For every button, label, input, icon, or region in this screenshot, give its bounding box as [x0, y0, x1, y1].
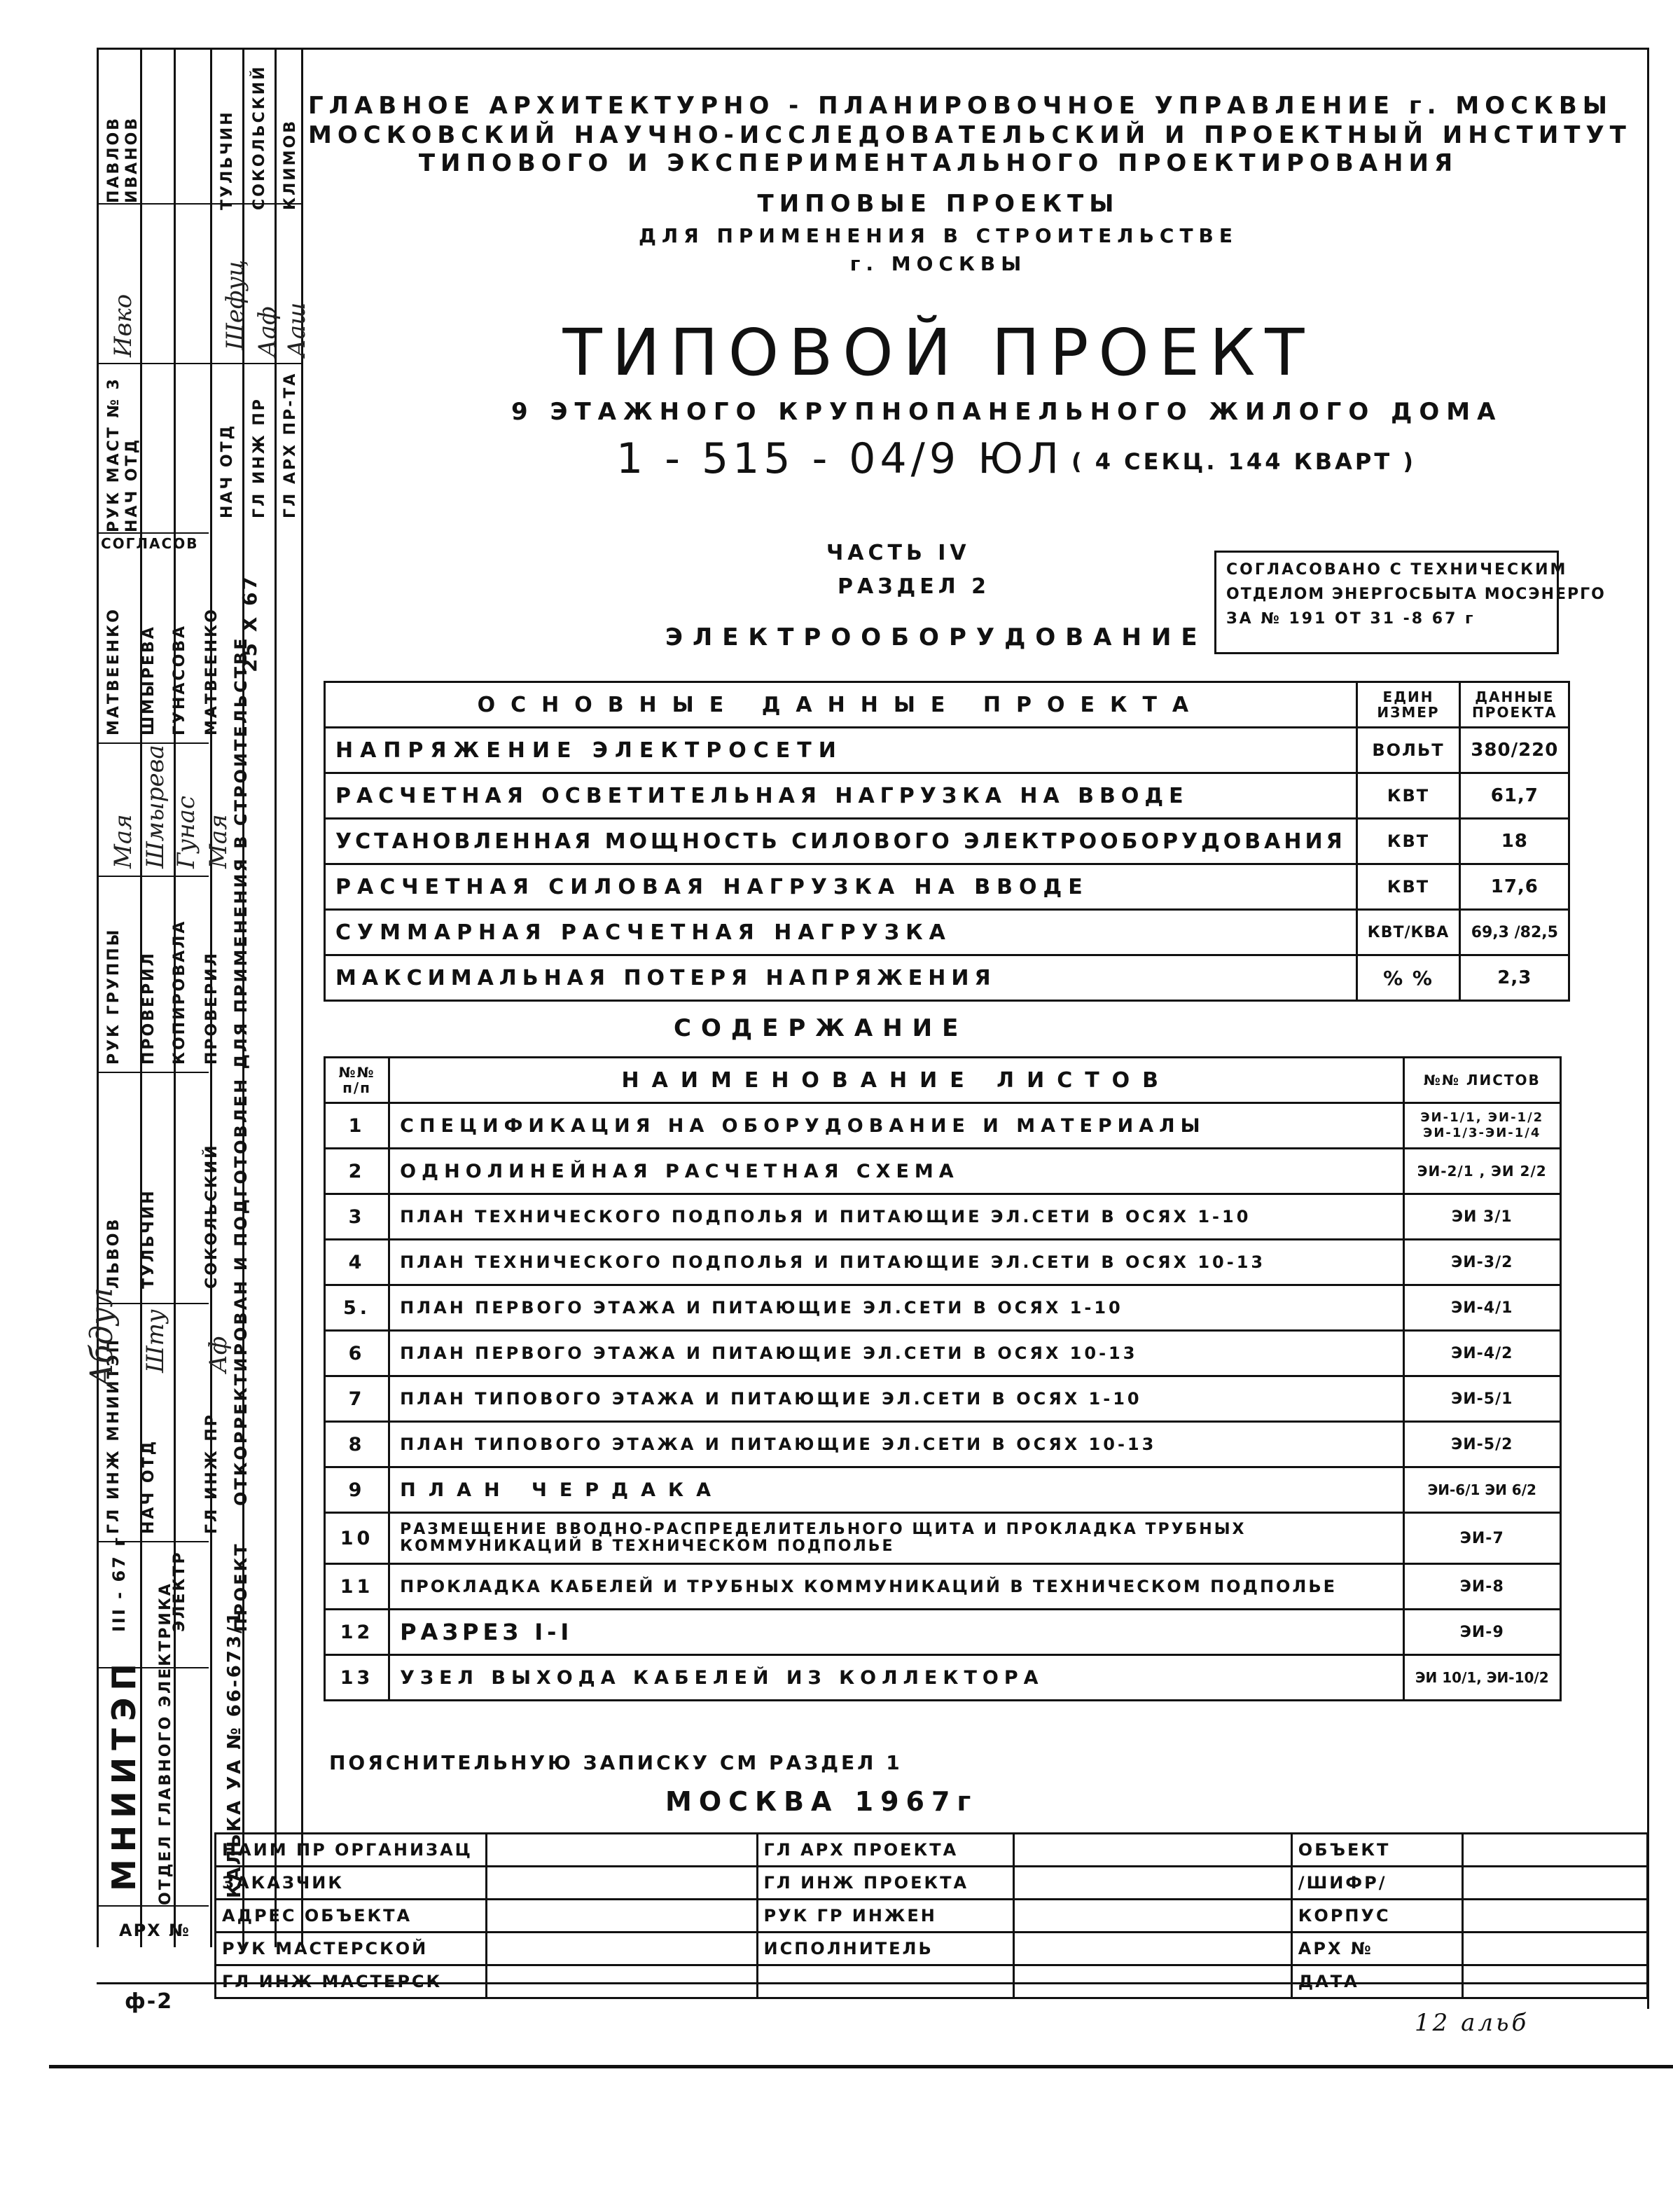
- approval-box: [1214, 551, 1606, 654]
- contents-name: ПЛАН ТЕХНИЧЕСКОГО ПОДПОЛЬЯ И ПИТАЮЩИЕ ЭЛ.СЕТИ В ОСЯХ 1-10: [389, 1194, 1403, 1240]
- main-data-value: 380/220: [1460, 728, 1569, 773]
- sidebar-date: 25 X 67: [238, 574, 261, 672]
- corner-note: 12 альб: [1415, 2009, 1529, 2037]
- stamp-label: ОБЪЕКТ: [1291, 1834, 1462, 1867]
- main-data-name: РАСЧЕТНАЯ ОСВЕТИТЕЛЬНАЯ НАГРУЗКА НА ВВОДЕ: [325, 773, 1357, 819]
- stamp-row: [216, 1933, 1648, 1965]
- sidebar-role: ГЛ ИНЖ ПР: [251, 397, 268, 518]
- signature: Шту: [141, 1309, 169, 1373]
- stamp-value: [1462, 1965, 1647, 1998]
- stamp-value: [1013, 1867, 1291, 1900]
- main-data-value: 69,3 /82,5: [1460, 910, 1569, 955]
- stamp-label: ЗАКАЗЧИК: [216, 1867, 487, 1900]
- contents-sheets: ЭИ-3/2: [1403, 1240, 1560, 1285]
- sidebar-sep: [97, 742, 209, 744]
- stamp-label: АРХ №: [1291, 1933, 1462, 1965]
- contents-sheets: ЭИ-8: [1403, 1564, 1560, 1610]
- contents-table: [324, 1056, 1562, 1701]
- contents-header-num: №№ п/п: [325, 1058, 389, 1103]
- sidebar-role: НАЧ ОТД: [123, 437, 141, 532]
- signature: Ааф: [254, 306, 282, 357]
- main-data-unit: КВТ: [1356, 819, 1460, 864]
- main-data-value: 61,7: [1460, 773, 1569, 819]
- contents-sheets: ЭИ-6/1 ЭИ 6/2: [1403, 1467, 1560, 1513]
- main-data-table: [324, 681, 1570, 1002]
- signature: Мая: [109, 814, 137, 869]
- sidebar-name-pavlov: ПАВЛОВ: [105, 116, 123, 203]
- contents-row: [325, 1422, 1561, 1467]
- stamp-row: [216, 1867, 1648, 1900]
- frame-left-outer: [97, 48, 99, 1947]
- main-data-header-value: ДАННЫЕ ПРОЕКТА: [1460, 682, 1569, 728]
- main-data-unit: КВТ: [1356, 864, 1460, 910]
- sidebar-name-tulchin: ТУЛЬЧИН: [218, 110, 236, 210]
- sidebar-role: КОПИРОВАЛА: [171, 919, 188, 1065]
- contents-row: [325, 1285, 1561, 1331]
- contents-row: [325, 1564, 1561, 1610]
- stamp-row: [216, 1834, 1648, 1867]
- contents-row: [325, 1103, 1561, 1149]
- main-data-unit: КВТ/КВА: [1356, 910, 1460, 955]
- sidebar-dept: ОТДЕЛ ГЛАВНОГО ЭЛЕКТРИКА: [157, 1582, 174, 1905]
- stamp-value: [1462, 1867, 1647, 1900]
- sidebar-name-sokolsky: СОКОЛЬСКИЙ: [251, 64, 268, 210]
- main-data-unit: % %: [1356, 955, 1460, 1001]
- main-data-row: [325, 955, 1569, 1001]
- contents-name: ПЛАН ТИПОВОГО ЭТАЖА И ПИТАЮЩИЕ ЭЛ.СЕТИ В ОСЯХ 10-13: [389, 1422, 1403, 1467]
- contents-row: [325, 1331, 1561, 1376]
- explanatory-note: ПОЯСНИТЕЛЬНУЮ ЗАПИСКУ СМ РАЗДЕЛ 1: [329, 1751, 903, 1774]
- sidebar-name-klimov: КЛИМОВ: [282, 118, 299, 210]
- header-line-4: ТИПОВЫЕ ПРОЕКТЫ: [757, 190, 1120, 218]
- stamp-value: [1462, 1933, 1647, 1965]
- contents-sheets: ЭИ-1/1, ЭИ-1/2 ЭИ-1/3-ЭИ-1/4: [1403, 1103, 1560, 1149]
- signature: Шмырева: [141, 745, 169, 869]
- main-data-value: 2,3: [1460, 955, 1569, 1001]
- stamp-row: [216, 1900, 1648, 1933]
- main-data-row: [325, 910, 1569, 955]
- title-code-note: ( 4 СЕКЦ. 144 КВАРТ ): [1071, 448, 1416, 475]
- frame-right: [1647, 48, 1649, 2009]
- main-data-name: НАПРЯЖЕНИЕ ЭЛЕКТРОСЕТИ: [325, 728, 1357, 773]
- contents-sheets: ЭИ 10/1, ЭИ-10/2: [1403, 1655, 1560, 1701]
- stamp-label: АДРЕС ОБЪЕКТА: [216, 1900, 487, 1933]
- contents-sheets: ЭИ-4/2: [1403, 1331, 1560, 1376]
- main-data-header-name: ОСНОВНЫЕ ДАННЫЕ ПРОЕКТА: [325, 682, 1357, 728]
- contents-row: [325, 1467, 1561, 1513]
- contents-row: [325, 1149, 1561, 1194]
- header-line-1: ГЛАВНОЕ АРХИТЕКТУРНО - ПЛАНИРОВОЧНОЕ УПРАВЛЕНИЕ г. МОСКВЫ: [308, 92, 1613, 120]
- contents-num: 5.: [325, 1285, 389, 1331]
- stamp-label: НАИМ ПР ОРГАНИЗАЦ: [216, 1834, 487, 1867]
- contents-sheets: ЭИ-4/1: [1403, 1285, 1560, 1331]
- sidebar-agreed: СОГЛАСОВ: [101, 535, 199, 552]
- contents-name: ПЛАН ПЕРВОГО ЭТАЖА И ПИТАЮЩИЕ ЭЛ.СЕТИ В ОСЯХ 10-13: [389, 1331, 1403, 1376]
- header-line-5: ДЛЯ ПРИМЕНЕНИЯ В СТРОИТЕЛЬСТВЕ: [638, 224, 1239, 247]
- main-data-row: [325, 864, 1569, 910]
- stamp-value: [1013, 1834, 1291, 1867]
- main-data-value: 17,6: [1460, 864, 1569, 910]
- signature: Ааш: [283, 302, 311, 357]
- contents-sheets: ЭИ 3/1: [1403, 1194, 1560, 1240]
- main-data-unit: ВОЛЬТ: [1356, 728, 1460, 773]
- sidebar-sep: [97, 203, 303, 205]
- contents-name: ПРОКЛАДКА КАБЕЛЕЙ И ТРУБНЫХ КОММУНИКАЦИЙ В ТЕХНИЧЕСКОМ ПОДПОЛЬЕ: [389, 1564, 1403, 1610]
- main-data-header-unit: ЕДИН ИЗМЕР: [1356, 682, 1460, 728]
- sidebar-role: ПРОВЕРИЛ: [140, 951, 158, 1065]
- sidebar-role: ПРОВЕРИЛ: [203, 951, 221, 1065]
- sidebar-name: ТУЛЬЧИН: [140, 1189, 158, 1289]
- sidebar-role: НАЧ ОТД: [218, 423, 236, 518]
- stamp-value: [486, 1933, 757, 1965]
- main-data-header: [325, 682, 1569, 728]
- signature: Мая: [204, 814, 232, 869]
- sidebar-vertical-note: ОТКОРРЕКТИРОВАН И ПОДГОТОВЛЕН ДЛЯ ПРИМЕНЕНИЯ В СТРОИТЕЛЬСТВЕ: [231, 636, 251, 1506]
- stamp-label: КОРПУС: [1291, 1900, 1462, 1933]
- contents-row: [325, 1655, 1561, 1701]
- stamp-label: РУК МАСТЕРСКОЙ: [216, 1933, 487, 1965]
- contents-num: 9: [325, 1467, 389, 1513]
- place-year: МОСКВА 1967г: [665, 1786, 978, 1817]
- sidebar-sep: [97, 1072, 209, 1073]
- contents-num: 13: [325, 1655, 389, 1701]
- main-data-row: [325, 819, 1569, 864]
- sidebar-role: НАЧ ОТД: [140, 1439, 158, 1534]
- contents-header-sheets: №№ ЛИСТОВ: [1403, 1058, 1560, 1103]
- contents-num: 6: [325, 1331, 389, 1376]
- sidebar-album: КАЛЬКА УА № 66-673/1: [224, 1610, 245, 1898]
- contents-num: 4: [325, 1240, 389, 1285]
- stamp-value: [1462, 1834, 1647, 1867]
- approval-line-1: СОГЛАСОВАНО С ТЕХНИЧЕСКИМ: [1226, 561, 1568, 579]
- signature: Шефуц: [221, 260, 249, 350]
- stamp-label: ГЛ ИНЖ МАСТЕРСК: [216, 1965, 487, 1998]
- stamp-value: [1013, 1900, 1291, 1933]
- stamp-value: [486, 1867, 757, 1900]
- contents-row: [325, 1194, 1561, 1240]
- main-data-row: [325, 773, 1569, 819]
- stamp-label: [757, 1965, 1013, 1998]
- sidebar-name: МАТВЕЕНКО: [105, 607, 123, 735]
- header-line-6: г. МОСКВЫ: [849, 252, 1027, 275]
- contents-name: ПЛАН ТЕХНИЧЕСКОГО ПОДПОЛЬЯ И ПИТАЮЩИЕ ЭЛ.СЕТИ В ОСЯХ 10-13: [389, 1240, 1403, 1285]
- sidebar-sep: [97, 363, 303, 364]
- contents-name: ПЛАН ТИПОВОГО ЭТАЖА И ПИТАЮЩИЕ ЭЛ.СЕТИ В ОСЯХ 1-10: [389, 1376, 1403, 1422]
- main-data-value: 18: [1460, 819, 1569, 864]
- contents-sheets: ЭИ-2/1 , ЭИ 2/2: [1403, 1149, 1560, 1194]
- sidebar-inv: III - 67 г: [109, 1535, 129, 1632]
- header-line-2: МОСКОВСКИЙ НАУЧНО-ИССЛЕДОВАТЕЛЬСКИЙ И ПРОЕКТНЫЙ ИНСТИТУТ: [308, 121, 1632, 149]
- contents-row: [325, 1513, 1561, 1564]
- header-line-3: ТИПОВОГО И ЭКСПЕРИМЕНТАЛЬНОГО ПРОЕКТИРОВАНИЯ: [418, 149, 1459, 177]
- contents-num: 1: [325, 1103, 389, 1149]
- contents-num: 10: [325, 1513, 389, 1564]
- sidebar-org: МНИИТЭП: [105, 1657, 143, 1891]
- contents-name: РАЗРЕЗ I-I: [389, 1610, 1403, 1655]
- contents-num: 11: [325, 1564, 389, 1610]
- contents-sheets: ЭИ-5/1: [1403, 1376, 1560, 1422]
- contents-name: РАЗМЕЩЕНИЕ ВВОДНО-РАСПРЕДЕЛИТЕЛЬНОГО ЩИТА И ПРОКЛАДКА ТРУБНЫХ КОММУНИКАЦИЙ В ТЕХНИЧЕСКОМ ПОДПОЛЬЕ: [389, 1513, 1403, 1564]
- contents-num: 2: [325, 1149, 389, 1194]
- sidebar-role: ГЛ ИНЖ ПР: [203, 1413, 221, 1534]
- contents-name: СПЕЦИФИКАЦИЯ НА ОБОРУДОВАНИЕ И МАТЕРИАЛЫ: [389, 1103, 1403, 1149]
- sidebar-role: РУК ГРУППЫ: [105, 927, 123, 1065]
- title-code: 1 - 515 - 04/9 ЮЛ: [616, 434, 1063, 483]
- sidebar-project-label: ПРОЕКТ: [231, 1542, 251, 1632]
- contents-num: 3: [325, 1194, 389, 1240]
- stamp-row: [216, 1965, 1648, 1998]
- contents-row: [325, 1240, 1561, 1285]
- stamp-value: [1013, 1933, 1291, 1965]
- stamp-label: РУК ГР ИНЖЕН: [757, 1900, 1013, 1933]
- title-section: РАЗДЕЛ 2: [838, 574, 990, 599]
- signature: Ивко: [109, 293, 137, 357]
- stamp-value: [1462, 1900, 1647, 1933]
- title-block-stamp: [214, 1832, 1648, 1999]
- stamp-label: /ШИФР/: [1291, 1867, 1462, 1900]
- contents-row: [325, 1610, 1561, 1655]
- contents-num: 7: [325, 1376, 389, 1422]
- sidebar-name: ШМЫРЕВА: [140, 625, 158, 735]
- sidebar-role: ГЛ АРХ ПР-ТА: [282, 371, 299, 518]
- main-data-row: [325, 728, 1569, 773]
- sidebar-name-ivanov: ИВАНОВ: [123, 116, 141, 203]
- sidebar-name: МАТВЕЕНКО: [203, 607, 221, 735]
- sidebar-inv2: ЭЛЕКТР: [171, 1550, 188, 1632]
- contents-sheets: ЭИ-5/2: [1403, 1422, 1560, 1467]
- contents-num: 12: [325, 1610, 389, 1655]
- title-subtitle: 9 ЭТАЖНОГО КРУПНОПАНЕЛЬНОГО ЖИЛОГО ДОМА: [511, 398, 1503, 426]
- title-part: ЧАСТЬ IV: [826, 541, 971, 565]
- sidebar-role: РУК МАСТ № 3: [105, 377, 123, 532]
- contents-header: [325, 1058, 1561, 1103]
- contents-name: ПЛАН ПЕРВОГО ЭТАЖА И ПИТАЮЩИЕ ЭЛ.СЕТИ В ОСЯХ 1-10: [389, 1285, 1403, 1331]
- signature: Абдул: [84, 1287, 120, 1387]
- page-bottom-rule: [49, 2065, 1673, 2068]
- sidebar-sep: [97, 1905, 209, 1907]
- main-data-unit: КВТ: [1356, 773, 1460, 819]
- contents-sheets: ЭИ-7: [1403, 1513, 1560, 1564]
- main-data-name: СУММАРНАЯ РАСЧЕТНАЯ НАГРУЗКА: [325, 910, 1357, 955]
- stamp-value: [486, 1900, 757, 1933]
- title-main: ТИПОВОЙ ПРОЕКТ: [562, 315, 1314, 390]
- frame-top: [97, 48, 1649, 50]
- signature: Гунас: [172, 796, 200, 869]
- stamp-value: [1013, 1965, 1291, 1998]
- stamp-label: ГЛ АРХ ПРОЕКТА: [757, 1834, 1013, 1867]
- sidebar-sep: [97, 532, 209, 534]
- contents-name: ОДНОЛИНЕЙНАЯ РАСЧЕТНАЯ СХЕМА: [389, 1149, 1403, 1194]
- stamp-label: ГЛ ИНЖ ПРОЕКТА: [757, 1867, 1013, 1900]
- sidebar-name: ЛЬВОВ: [105, 1217, 123, 1289]
- sidebar-role: ГЛ ИНЖ МНИИТЭП: [105, 1337, 123, 1534]
- approval-line-2: ОТДЕЛОМ ЭНЕРГОСБЫТА МОСЭНЕРГО: [1226, 586, 1606, 603]
- contents-name: ПЛАН ЧЕРДАКА: [389, 1467, 1403, 1513]
- main-data-name: МАКСИМАЛЬНАЯ ПОТЕРЯ НАПРЯЖЕНИЯ: [325, 955, 1357, 1001]
- main-data-name: УСТАНОВЛЕННАЯ МОЩНОСТЬ СИЛОВОГО ЭЛЕКТРООБОРУДОВАНИЯ: [325, 819, 1357, 864]
- title-discipline: ЭЛЕКТРООБОРУДОВАНИЕ: [665, 623, 1207, 651]
- stamp-label: ИСПОЛНИТЕЛЬ: [757, 1933, 1013, 1965]
- stamp-label: ДАТА: [1291, 1965, 1462, 1998]
- stamp-value: [486, 1834, 757, 1867]
- form-number: ф-2: [125, 1989, 174, 2014]
- signature: Аф: [204, 1336, 232, 1373]
- sidebar-name: СОКОЛЬСКИЙ: [203, 1143, 221, 1289]
- contents-name: УЗЕЛ ВЫХОДА КАБЕЛЕЙ ИЗ КОЛЛЕКТОРА: [389, 1655, 1403, 1701]
- sidebar-arch-label: АРХ №: [119, 1921, 190, 1940]
- contents-row: [325, 1376, 1561, 1422]
- contents-title: СОДЕРЖАНИЕ: [674, 1014, 969, 1042]
- approval-line-3: ЗА № 191 ОТ 31 -8 67 г: [1226, 610, 1476, 628]
- sidebar-sep: [97, 876, 209, 877]
- sidebar-name: ГУНАСОВА: [171, 623, 188, 735]
- main-data-name: РАСЧЕТНАЯ СИЛОВАЯ НАГРУЗКА НА ВВОДЕ: [325, 864, 1357, 910]
- stamp-value: [486, 1965, 757, 1998]
- contents-sheets: ЭИ-9: [1403, 1610, 1560, 1655]
- contents-header-name: НАИМЕНОВАНИЕ ЛИСТОВ: [389, 1058, 1403, 1103]
- contents-num: 8: [325, 1422, 389, 1467]
